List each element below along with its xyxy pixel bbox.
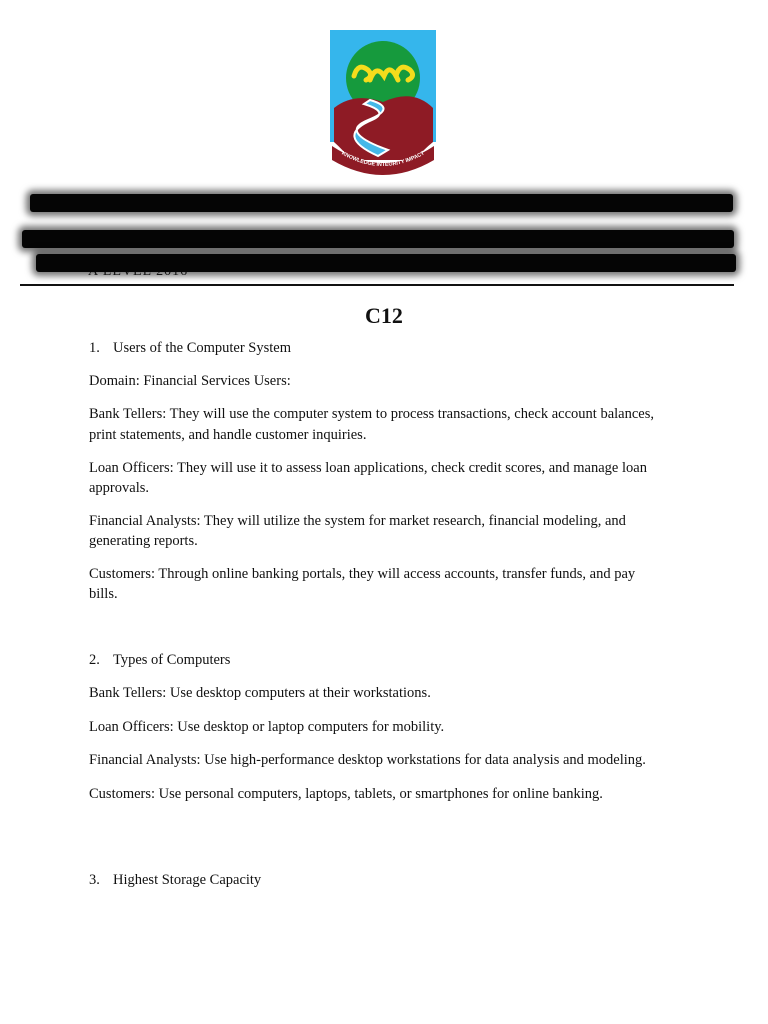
- redaction-bar: [36, 254, 736, 272]
- section-heading: 2. Types of Computers: [89, 652, 231, 668]
- paragraph-line: Financial Analysts: They will utilize the system for market research, financial modeling, and: [89, 513, 626, 529]
- paragraph-line: bills.: [89, 586, 118, 602]
- document-title: C12: [365, 303, 403, 328]
- section-heading: 3. Highest Storage Capacity: [89, 872, 262, 888]
- paragraph-line: Loan Officers: They will use it to assess loan applications, check credit scores, and manage loan: [89, 460, 647, 476]
- paragraph-line: Bank Tellers: They will use the computer system to process transactions, check account balances,: [89, 406, 654, 422]
- section-heading: 1. Users of the Computer System: [89, 340, 292, 356]
- crest-motto: KNOWLEDGE INTEGRITY IMPACT: [340, 150, 426, 169]
- paragraph-line: Customers: Through online banking portals, they will access accounts, transfer funds, and pay: [89, 566, 636, 582]
- header-divider: [20, 284, 734, 286]
- paragraph-line: approvals.: [89, 480, 149, 496]
- school-crest-logo: [330, 30, 436, 178]
- paragraph-line: print statements, and handle customer inquiries.: [89, 427, 367, 443]
- paragraph-line: Financial Analysts: Use high-performance desktop workstations for data analysis and modeling.: [89, 752, 646, 768]
- paragraph-line: Domain: Financial Services Users:: [89, 373, 291, 389]
- paragraph-line: Bank Tellers: Use desktop computers at their workstations.: [89, 685, 431, 701]
- paragraph-line: Loan Officers: Use desktop or laptop computers for mobility.: [89, 719, 445, 735]
- redaction-bar: [22, 230, 734, 248]
- paragraph-line: Customers: Use personal computers, laptops, tablets, or smartphones for online banking.: [89, 786, 603, 802]
- redaction-bar: [30, 194, 733, 212]
- paragraph-line: generating reports.: [89, 533, 198, 549]
